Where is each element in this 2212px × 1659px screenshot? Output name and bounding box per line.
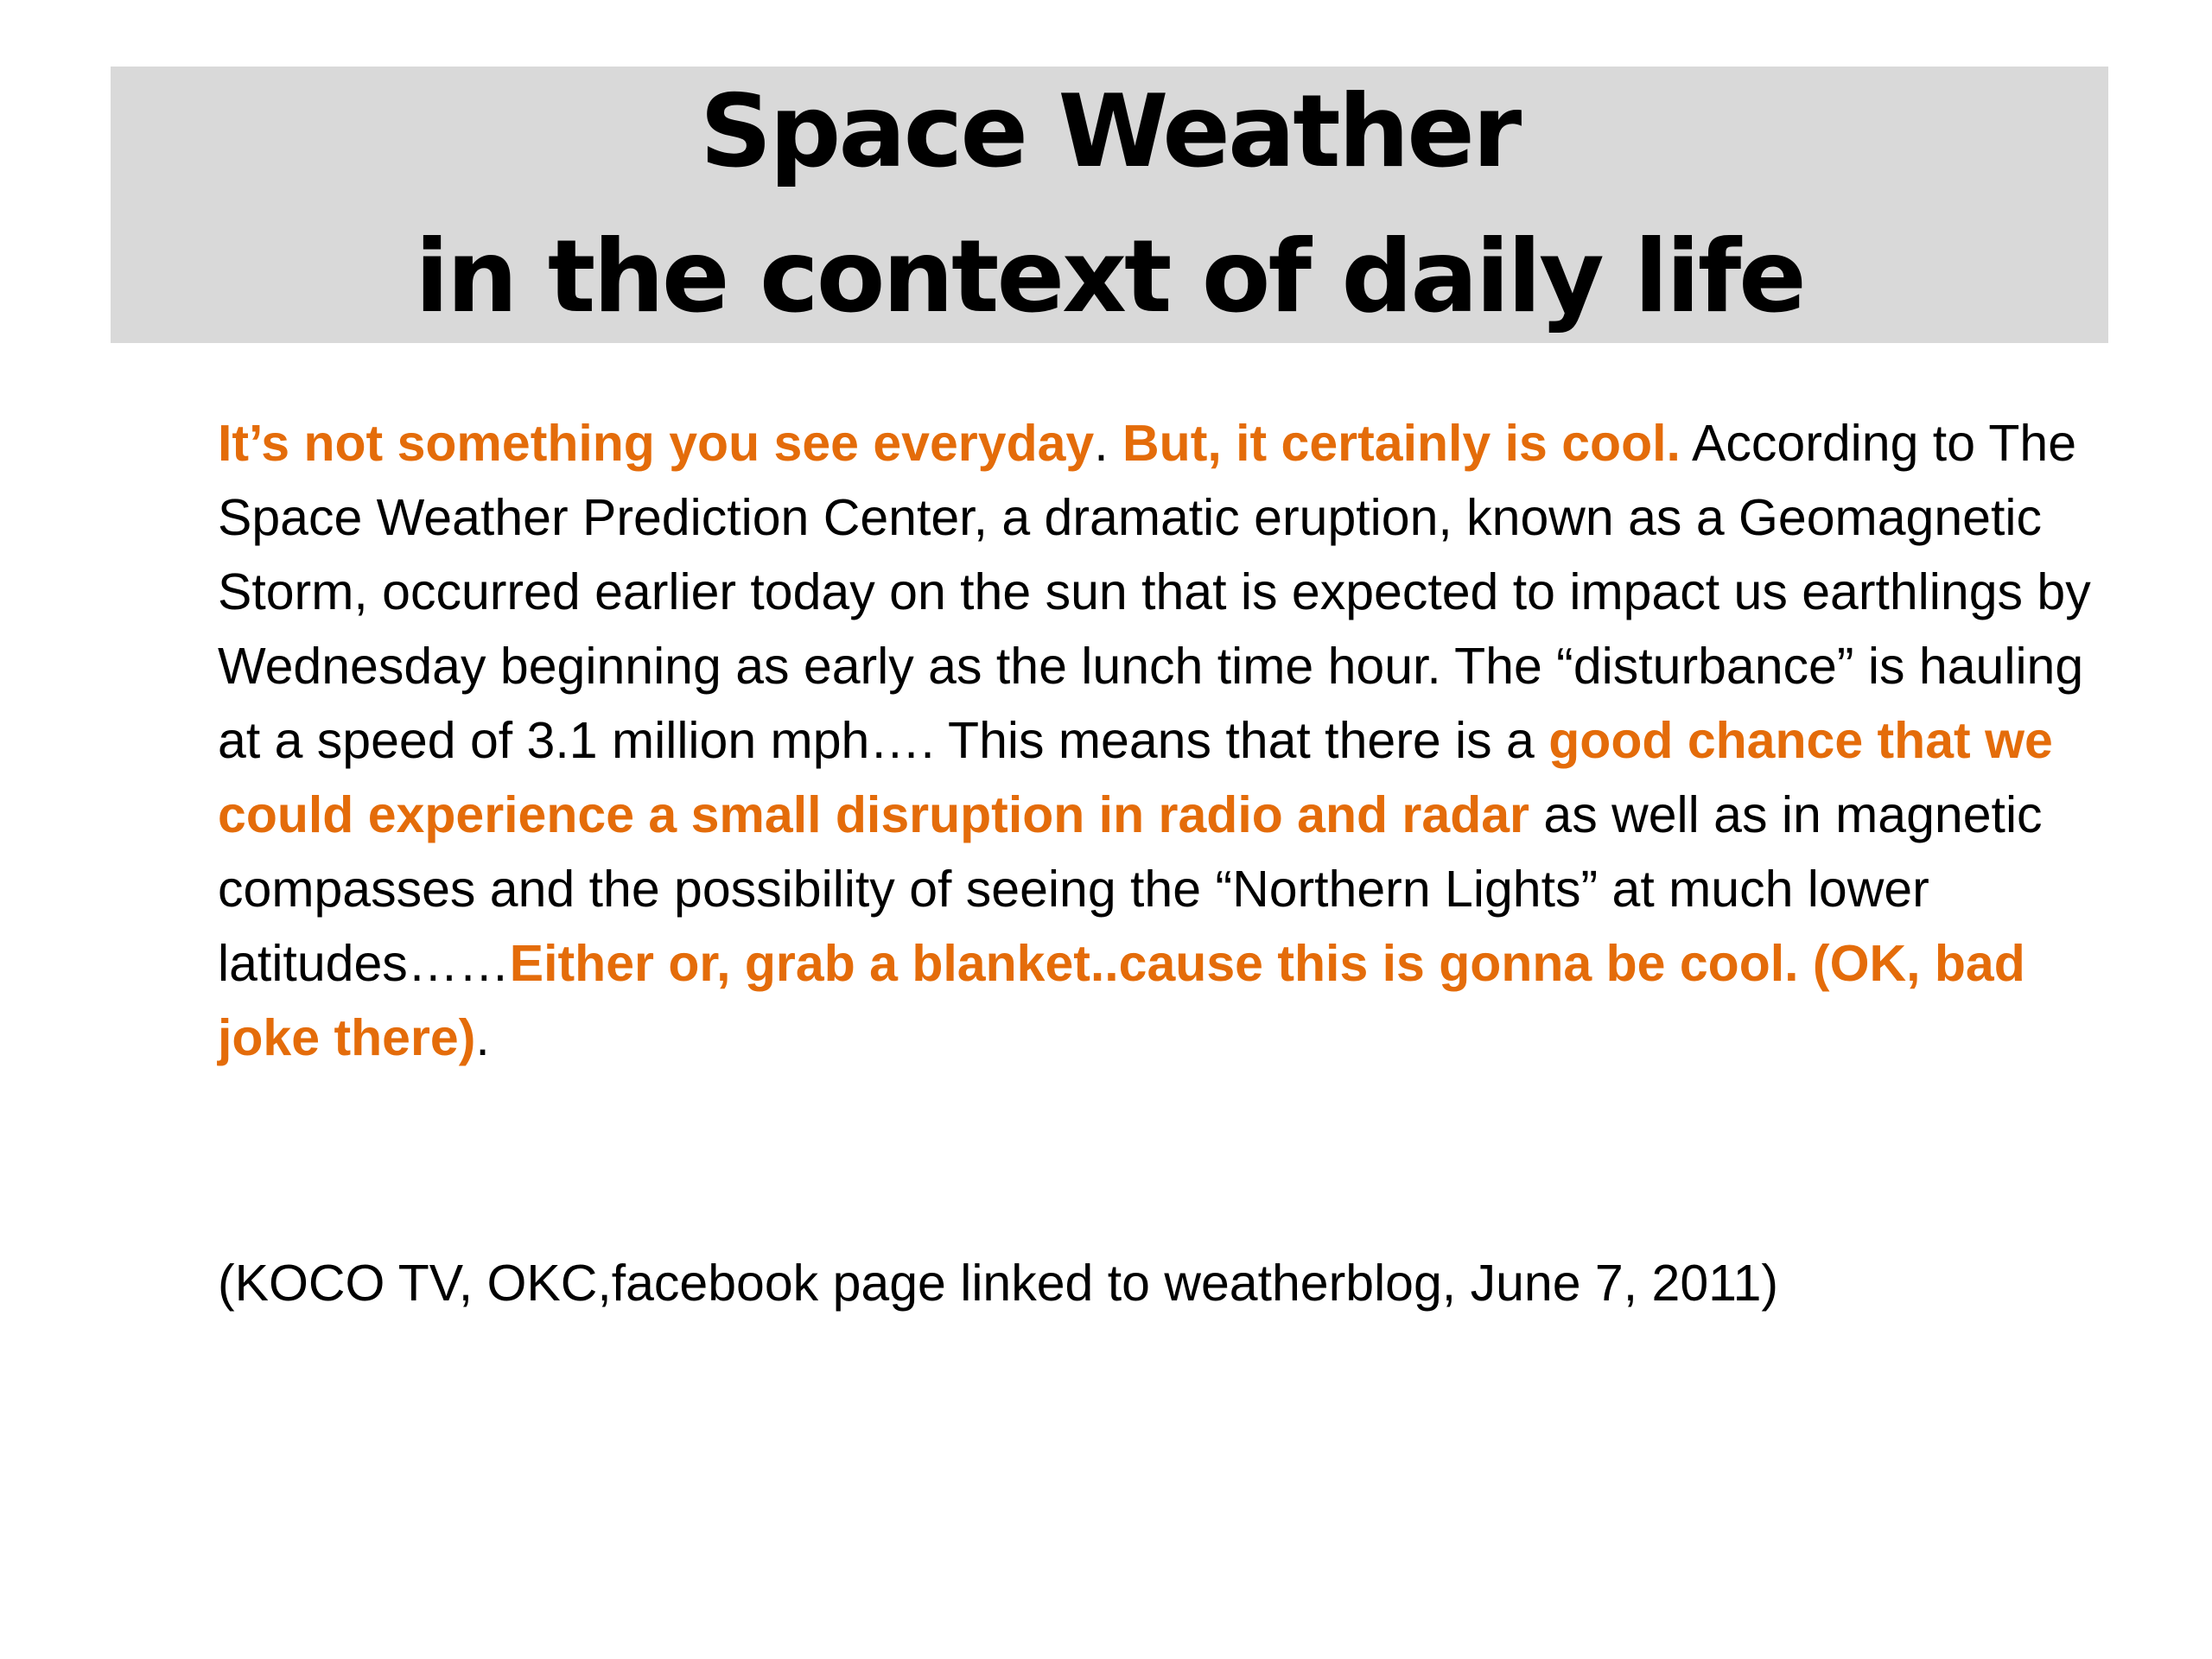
body-text-final-period: .: [475, 1009, 490, 1066]
title-banner: [111, 67, 2108, 343]
quote-paragraph: [218, 406, 2101, 1075]
source-citation: (KOCO TV, OKC,facebook page linked to weatherblog, June 7, 2011): [218, 1255, 1779, 1312]
highlight-certainly-cool: But, it certainly is cool.: [1122, 415, 1681, 472]
body-text-period: .: [1094, 415, 1123, 472]
title-line-1: Space Weather: [699, 73, 1520, 190]
body-text-northern-lights: as well as in magnetic compasses and the possibility of seeing the “Northern Lights” at much lower latitudes……: [218, 786, 2043, 992]
highlight-blanket-joke: Either or, grab a blanket..cause this is gonna be cool. (OK, bad joke there): [218, 935, 2025, 1066]
highlight-not-everyday: It’s not something you see everyday: [218, 415, 1095, 472]
highlight-radio-radar-disruption: good chance that we could experience a small disruption in radio and radar: [218, 712, 2053, 843]
title-line-2: in the context of daily life: [415, 219, 1804, 335]
body-text-storm-description: According to The Space Weather Prediction Center, a dramatic eruption, known as a Geomagnetic Storm, occurred earlier today on the sun that is expected to impact us earthlings by Wednesday beginning as early as the lunch time hour. The “disturbance” is hauling at a speed of 3.1 million mph…. This means that there is a: [218, 415, 2091, 769]
